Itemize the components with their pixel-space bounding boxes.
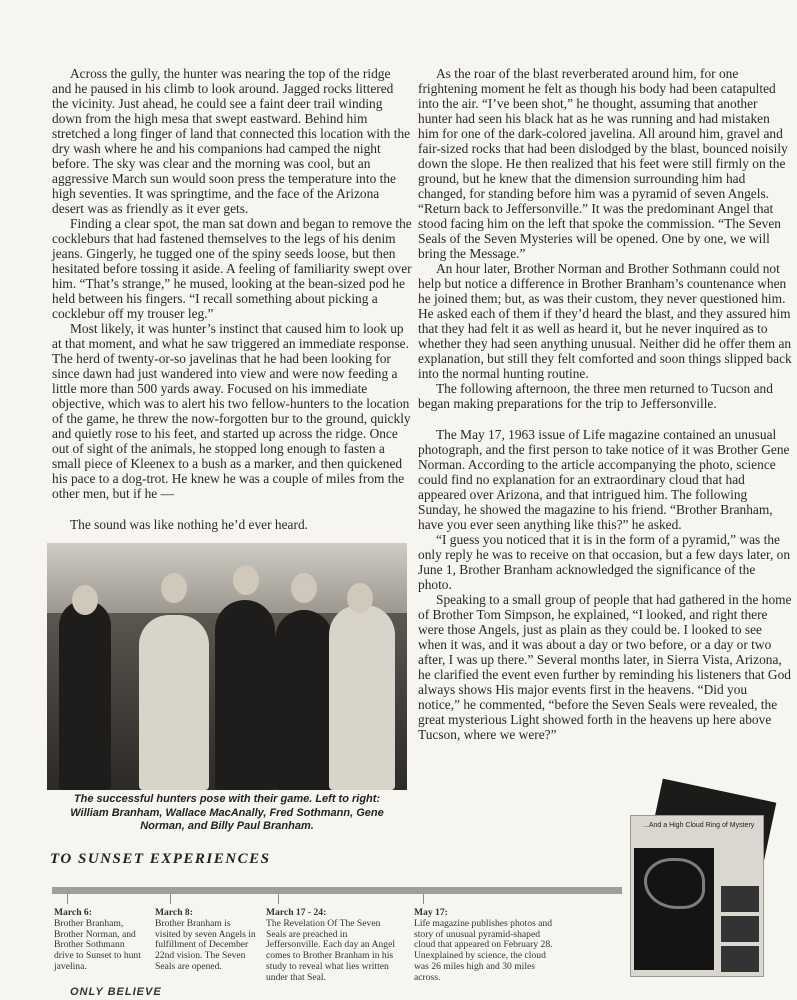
- life-magazine-image: [612, 775, 782, 965]
- timeline-tick: [67, 894, 68, 904]
- photo-caption: The successful hunters pose with their game. Left to right: William Branham, Wallace MacAnally, Fred Sothmann, Gene Norman, and Billy Paul Branham.: [70, 793, 384, 832]
- event-text: Brother Branham is visited by seven Angels in fulfillment of December 22nd vision. The Seven Seals are opened.: [155, 917, 256, 972]
- timeline-tick: [423, 894, 424, 904]
- paragraph: An hour later, Brother Norman and Brother Sothmann could not help but notice a difference in Brother Branham’s countenance when he joined them; but, as was their custom, they never questioned him. He asked each of them if they’d heard the blast, and they assured him that they had felt it as well as heard it, but he never inquired as to whether they had seen anything unusual. Neither did he offer them an explanation, but still they felt comforted and soon things slipped back into the normal hunting routine.: [418, 261, 792, 381]
- event-text: Brother Branham, Brother Norman, and Brother Sothmann drive to Sunset to hunt javelina.: [54, 917, 141, 972]
- event-date: May 17:: [414, 907, 448, 918]
- event-date: March 8:: [155, 907, 193, 918]
- magazine-headline: ...And a High Cloud Ring of Mystery: [643, 822, 755, 829]
- hunters-photo: [47, 543, 407, 790]
- left-column: [52, 66, 412, 532]
- timeline-bar: [52, 887, 622, 894]
- timeline-event: [266, 908, 398, 984]
- paragraph: Across the gully, the hunter was nearing the top of the ridge and he paused in his climb to look around. Jagged rocks littered the vicinity. Just ahead, he could see a faint deer trail winding down from the high mesa that swept eastward. Behind him stretched a long finger of land that connected this location with the dry wash where he and his companions had camped the night before. The sky was clear and the morning was cool, but an aggressive March sun would soon press the temperature into the high seventies. It was springtime, and the face of the Arizona desert was as friendly as it ever gets.: [52, 66, 411, 216]
- paragraph: As the roar of the blast reverberated around him, for one frightening moment he felt as though his body had been catapulted into the air. “I’ve been shot,” he thought, assuming that another hunter had seen his black hat as he was running and had mistaken him for one of the dark-colored javelina. All around him, gravel and fair-sized rocks that had been dislodged by the blast, bounced noisily down the slope. He then realized that his feet were still firmly on the ground, but he knew that the dimension surrounding him had changed, for standing before him was a pyramid of seven Angels. “Return back to Jeffersonville.” It was the predominant Angel that stood facing him on the left that spoke the commission. “The Seven Seals of the Seven Mysteries will be opened. One by one, we will bring the Message.”: [418, 66, 788, 261]
- timeline-tick: [278, 894, 279, 904]
- event-date: March 17 - 24:: [266, 907, 327, 918]
- paragraph: The May 17, 1963 issue of Life magazine contained an unusual photograph, and the first person to take notice of it was Brother Gene Norman. According to the article accompanying the photo, science could find no explanation for an extraordinary cloud that had appeared over Arizona, and that intrigued him. The following Sunday, he showed the magazine to his friend. “Brother Branham, have you ever seen anything like this?” he asked.: [418, 427, 790, 532]
- timeline-title: TO SUNSET EXPERIENCES: [50, 851, 271, 867]
- event-text: The Revelation Of The Seven Seals are preached in Jeffersonville. Each day an Angel comes to Brother Branham in his study to reveal what lies written under that Seal.: [266, 917, 396, 983]
- closing-line: The sound was like nothing he’d ever heard.: [70, 517, 308, 532]
- timeline-tick: [170, 894, 171, 904]
- paragraph: Finding a clear spot, the man sat down and began to remove the cockleburs that had fastened themselves to the legs of his denim jeans. Gingerly, he tugged one of the spiny seeds loose, but then hesitated before tossing it aside. A feeling of familiarity swept over him. “That’s strange,” he mused, looking at the bean-sized pod he held between his fingers. “I recall something about picking a cocklebur off my trouser leg.”: [52, 216, 412, 321]
- paragraph: “I guess you noticed that it is in the form of a pyramid,” was the only reply he was to receive on that occasion, but a few days later, on June 1, Brother Branham acknowledged the significance of the photo.: [418, 532, 791, 592]
- event-date: March 6:: [54, 907, 92, 918]
- timeline-event: [414, 908, 556, 984]
- timeline-event: [54, 908, 144, 973]
- timeline-event: [155, 908, 257, 973]
- paragraph: Speaking to a small group of people that had gathered in the home of Brother Tom Simpson, he explained, “I looked, and right there were those Angels, just as plain as they could be. I looked to see when it was, and it was about a day or two before, or a day or two after, I was up there.” Several months later, in Sierra Vista, Arizona, he clarified the event even further by reminding his listeners that God always shows His major events first in the heavens. “Did you notice,” he commented, “before the Seven Seals were revealed, the great mysterious Light showed forth in the heavens up here above Tucson, where we were?”: [418, 592, 792, 742]
- paragraph: The following afternoon, the three men returned to Tucson and began making preparations for the trip to Jeffersonville.: [418, 381, 773, 411]
- paragraph: Most likely, it was hunter’s instinct that caused him to look up at that moment, and what he saw triggered an immediate response. The herd of twenty-or-so javelinas that he had been looking for since dawn had just wandered into view and were now feeding a little more than 500 yards away. Focused on his immediate objective, which was to alert his two fellow-hunters to the location of the game, he threw the now-forgotten bur to the ground, quickly and quietly rose to his feet, and started up across the ridge. Once out of sight of the animals, he stopped long enough to fasten a small piece of Kleenex to a bush as a marker, and then quickened his pace to a dog-trot. He knew he was a couple of miles from the other men, but if he —: [52, 321, 411, 501]
- footer-title: ONLY BELIEVE: [70, 986, 162, 998]
- event-text: Life magazine publishes photos and story of unusual pyramid-shaped cloud that appeared on February 28. Unexplained by science, the cloud was 26 miles high and 30 miles across.: [414, 917, 553, 983]
